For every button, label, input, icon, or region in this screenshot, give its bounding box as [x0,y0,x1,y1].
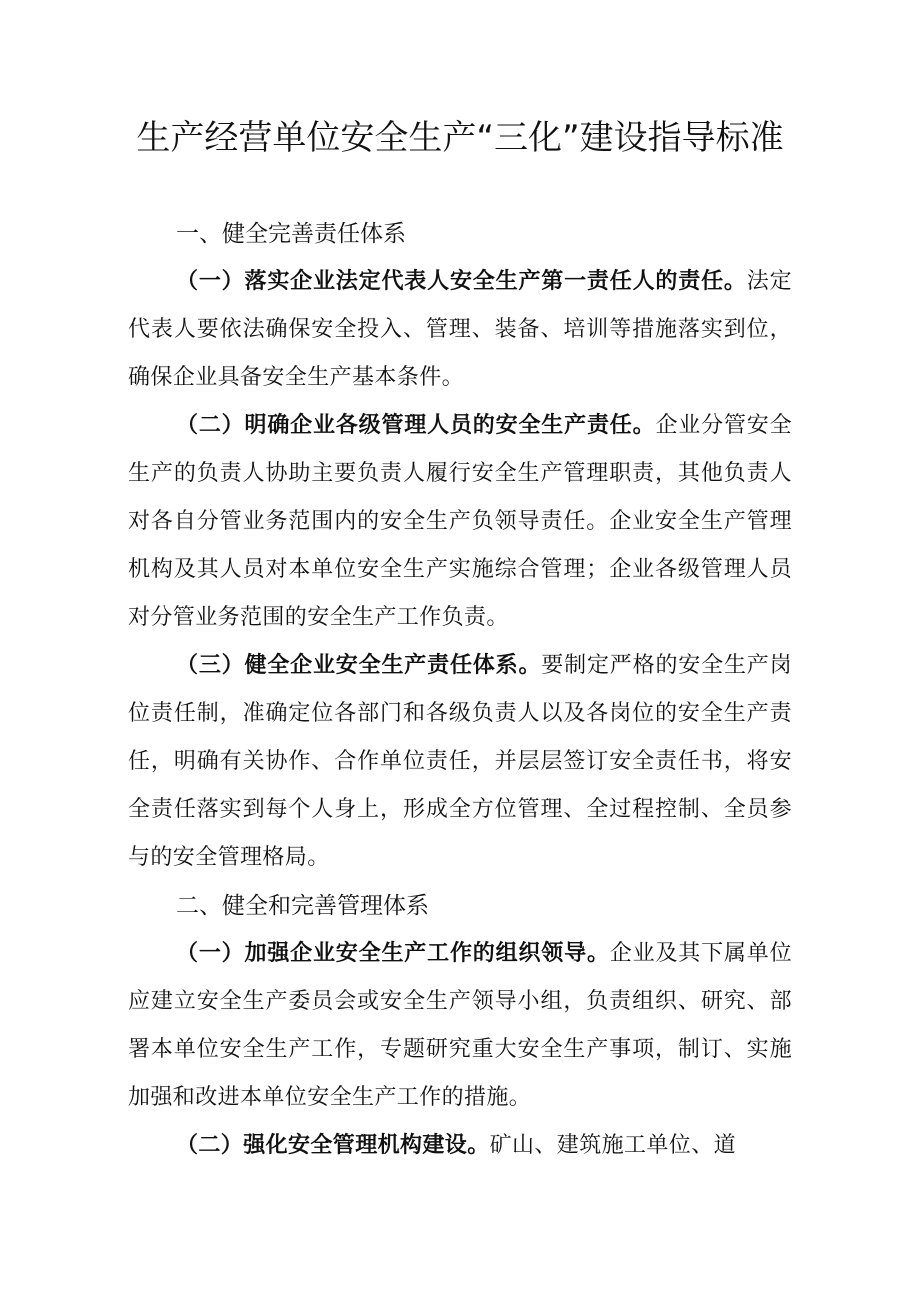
paragraph-lead: （三）健全企业安全生产责任体系。 [176,653,542,678]
paragraph [128,930,792,1122]
document-body [128,210,792,1170]
paragraph-lead: （二）强化安全管理机构建设。 [176,1133,490,1158]
paragraph-text: 法定代表人要依法确保安全投入、管理、装备、培训等措施落实到位，确保企业具备安全生产基本条件。 [128,269,792,390]
paragraph [128,642,792,882]
paragraph [128,258,792,402]
paragraph [128,1122,792,1170]
section-heading-1: 一、健全完善责任体系 [176,221,406,247]
paragraph-lead: （二）明确企业各级管理人员的安全生产责任。 [176,413,656,438]
document-title: 生产经营单位安全生产“三化”建设指导标准 [136,118,784,158]
paragraph [128,402,792,642]
paragraph-text: 要制定严格的安全生产岗位责任制，准确定位各部门和各级负责人以及各岗位的安全生产责任，明确有关协作、合作单位责任，并层层签订安全责任书，将安全责任落实到每个人身上，形成全方位管理、全过程控制、全员参与的安全管理格局。 [128,653,793,870]
section-heading-2: 二、健全和完善管理体系 [176,893,429,919]
paragraph-text: 企业及其下属单位应建立安全生产委员会或安全生产领导小组，负责组织、研究、部署本单位安全生产工作，专题研究重大安全生产事项，制订、实施加强和改进本单位安全生产工作的措施。 [128,941,792,1110]
paragraph-text: 矿山、建筑施工单位、道 [489,1133,737,1158]
paragraph-text: 企业分管安全生产的负责人协助主要负责人履行安全生产管理职责，其他负责人对各自分管业务范围内的安全生产负领导责任。企业安全生产管理机构及其人员对本单位安全生产实施综合管理；企业各级管理人员对分管业务范围的安全生产工作负责。 [128,413,792,630]
paragraph-lead: （一）落实企业法定代表人安全生产第一责任人的责任。 [176,269,747,294]
paragraph-lead: （一）加强企业安全生产工作的组织领导。 [176,941,610,966]
